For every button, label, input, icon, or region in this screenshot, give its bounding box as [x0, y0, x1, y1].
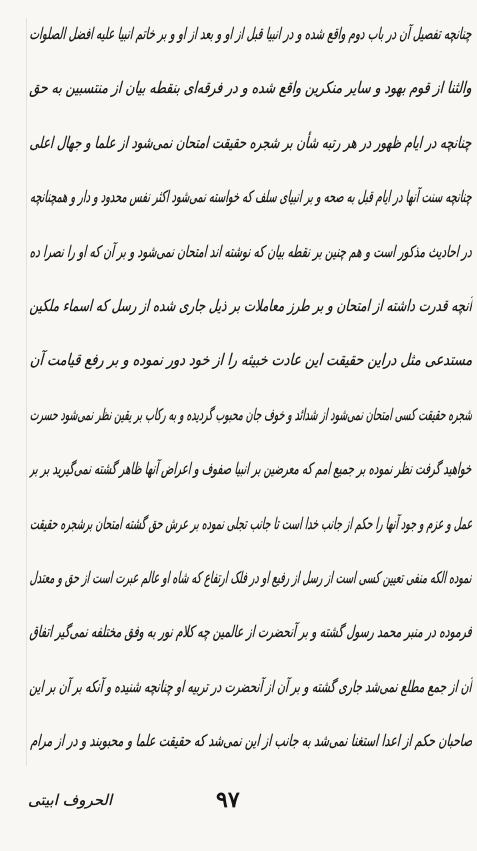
- line-text-10: عمل و عزم و جود آنها را حکم از جانب خدا است تا جانب تجلی نموده بر عرش حق گشته امتحان برشجره حقیقت: [29, 513, 473, 533]
- manuscript-line-11: [28, 550, 474, 604]
- page-number: ۹۷: [216, 787, 240, 813]
- line-text-8: شجره حقیقت کسی امتحان نمی‌شود از شدائد و خوف جان محبوب گردیده و به رکاب بر یقین نظر نمی‌شود حسرت: [28, 404, 473, 424]
- line-text-7: مستدعی مثل دراین حقیقت این عادت خبیثه را از خود دور نموده و بر رفع قیامت آن: [29, 350, 473, 370]
- manuscript-line-8: [28, 387, 474, 441]
- manuscript-text-block: [30, 6, 472, 767]
- manuscript-line-10: [28, 496, 474, 550]
- line-text-4: چنانچه سنت آنها در ایام قبل به صحه و بر انبیای سلف که خواسته نمی‌شود اکثر نفس محدود و دار و همچنانچه: [29, 186, 473, 206]
- manuscript-line-14: [28, 713, 474, 767]
- line-text-6: آنچه قدرت داشته از امتحان و بر طرز معاملات بر ذیل جاری شده از رسل که اسماء ملکین: [29, 295, 473, 315]
- manuscript-line-6: [28, 278, 474, 332]
- catchword: الحروف ابیتی: [28, 791, 113, 809]
- line-text-3: چنانچه در ایام ظهور در هر رتبه شأن بر شجره حقیقت امتحان نمی‌شود از علما و جهال اعلی: [29, 132, 473, 152]
- manuscript-line-9: [28, 441, 474, 495]
- line-text-12: فرموده در منبر محمد رسول گشته و بر آنحضرت از عالمین چه کلام نور به وفق مختلفه نمی‌گیر اتفاق: [29, 621, 473, 641]
- margin-rule: [26, 18, 27, 766]
- manuscript-line-13: [28, 659, 474, 713]
- manuscript-line-12: [28, 604, 474, 658]
- line-text-1: چنانچه تفصیل آن در باب دوم واقع شده و در انبیا قبل از او و بعد از او و بر خاتم انبیا علیه افضل الصلوات: [29, 23, 473, 43]
- line-text-14: صاحبان حکم از اعدا استغنا نمی‌شد به جانب از این نمی‌شد که حقیقت علما و محبوبند و در از مرام: [29, 730, 473, 750]
- manuscript-line-4: [28, 169, 474, 223]
- manuscript-line-5: [28, 224, 474, 278]
- line-text-13: آن از جمع مطلع نمی‌شد جاری گشته و بر آن از آنحضرت در تربیه او چنانچه شنیده و آنکه بر آن بر این: [29, 676, 473, 696]
- manuscript-line-2: [28, 60, 474, 114]
- manuscript-line-3: [28, 115, 474, 169]
- line-text-9: خواهید گرفت نظر نموده بر جمیع امم که معرضین بر انبیا صفوف و اعراض آنها ظاهر گشته نمی‌گیرید بر بر: [29, 458, 473, 478]
- manuscript-line-1: [28, 6, 474, 60]
- line-text-11: نموده الکه منفی تعیین کسی است از رسل از رفیع او در فلک ارتفاع که شاه او عالم عبرت است از حق و معتدل: [29, 567, 473, 587]
- manuscript-line-7: [28, 332, 474, 386]
- line-text-5: در احادیث مذکور است و هم چنین بر نقطه بیان که نوشته اند امتحان نمی‌شود و بر آن که او را نصرا ده: [29, 241, 473, 261]
- line-text-2: والثنا از قوم بهود و سایر منکرین واقع شده و در فرقه‌ای بنقطه بیان از منتسبین به حق: [29, 78, 473, 98]
- page-footer: [0, 775, 477, 825]
